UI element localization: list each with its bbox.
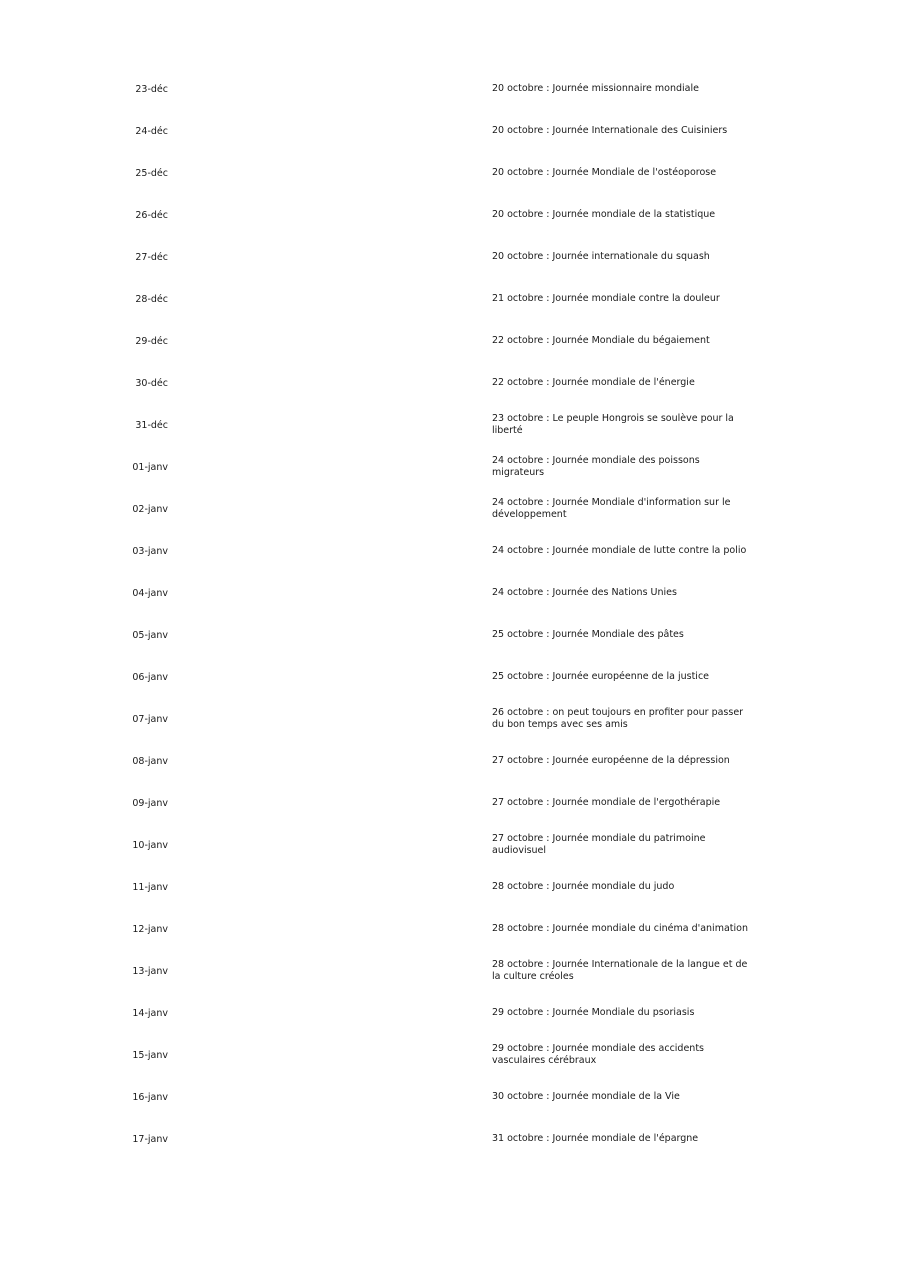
table-row [0, 278, 905, 320]
table-row [0, 866, 905, 908]
date-cell: 06-janv [132, 671, 168, 683]
event-cell: 22 octobre : Journée Mondiale du bégaiement [492, 335, 710, 346]
event-cell: 28 octobre : Journée mondiale du judo [492, 881, 675, 892]
event-cell: 22 octobre : Journée mondiale de l'énergie [492, 377, 695, 388]
date-cell: 10-janv [132, 839, 168, 851]
event-cell: 24 octobre : Journée mondiale des poissons migrateurs [492, 455, 700, 478]
date-cell: 31-déc [135, 419, 168, 431]
table-row [0, 572, 905, 614]
date-cell: 28-déc [135, 293, 168, 305]
table-row [0, 68, 905, 110]
table-row [0, 320, 905, 362]
event-cell: 29 octobre : Journée Mondiale du psoriasis [492, 1007, 695, 1018]
event-cell: 20 octobre : Journée Internationale des Cuisiniers [492, 125, 728, 136]
event-cell: 24 octobre : Journée des Nations Unies [492, 587, 677, 598]
event-cell: 20 octobre : Journée mondiale de la statistique [492, 209, 716, 220]
date-cell: 16-janv [132, 1091, 168, 1103]
date-cell: 14-janv [132, 1007, 168, 1019]
event-cell: 28 octobre : Journée mondiale du cinéma d'animation [492, 923, 748, 934]
date-cell: 24-déc [135, 125, 168, 137]
event-cell: 26 octobre : on peut toujours en profiter pour passer du bon temps avec ses amis [492, 707, 744, 730]
date-cell: 15-janv [132, 1049, 168, 1061]
table-row [0, 614, 905, 656]
event-cell: 25 octobre : Journée Mondiale des pâtes [492, 629, 684, 640]
table-row [0, 152, 905, 194]
table-row [0, 488, 905, 530]
date-cell: 27-déc [135, 251, 168, 263]
date-cell: 05-janv [132, 629, 168, 641]
table-row [0, 530, 905, 572]
date-cell: 29-déc [135, 335, 168, 347]
event-cell: 27 octobre : Journée mondiale de l'ergothérapie [492, 797, 721, 808]
table-row [0, 1076, 905, 1118]
date-cell: 30-déc [135, 377, 168, 389]
table-row [0, 1118, 905, 1160]
table-row [0, 992, 905, 1034]
table-row [0, 446, 905, 488]
table-row [0, 404, 905, 446]
date-cell: 01-janv [132, 461, 168, 473]
date-cell: 04-janv [132, 587, 168, 599]
date-cell: 11-janv [132, 881, 168, 893]
table-row [0, 656, 905, 698]
table-row [0, 194, 905, 236]
event-cell: 31 octobre : Journée mondiale de l'épargne [492, 1133, 699, 1144]
event-cell: 20 octobre : Journée Mondiale de l'ostéoporose [492, 167, 717, 178]
event-cell: 24 octobre : Journée mondiale de lutte contre la polio [492, 545, 747, 556]
table-row [0, 908, 905, 950]
table-row [0, 698, 905, 740]
date-cell: 09-janv [132, 797, 168, 809]
date-cell: 07-janv [132, 713, 168, 725]
event-cell: 20 octobre : Journée internationale du squash [492, 251, 710, 262]
event-cell: 29 octobre : Journée mondiale des accidents vasculaires cérébraux [492, 1043, 705, 1066]
document-page [0, 68, 905, 1160]
table-row [0, 824, 905, 866]
table-row [0, 740, 905, 782]
event-cell: 20 octobre : Journée missionnaire mondiale [492, 83, 699, 94]
date-cell: 17-janv [132, 1133, 168, 1145]
date-cell: 02-janv [132, 503, 168, 515]
date-cell: 13-janv [132, 965, 168, 977]
event-cell: 30 octobre : Journée mondiale de la Vie [492, 1091, 680, 1102]
date-cell: 23-déc [135, 83, 168, 95]
date-cell: 03-janv [132, 545, 168, 557]
event-cell: 23 octobre : Le peuple Hongrois se soulève pour la liberté [492, 413, 734, 436]
date-cell: 25-déc [135, 167, 168, 179]
date-cell: 12-janv [132, 923, 168, 935]
table-row [0, 236, 905, 278]
event-cell: 28 octobre : Journée Internationale de la langue et de la culture créoles [492, 959, 748, 982]
date-cell: 08-janv [132, 755, 168, 767]
table-row [0, 950, 905, 992]
event-cell: 24 octobre : Journée Mondiale d'information sur le développement [492, 497, 731, 520]
table-row [0, 782, 905, 824]
date-cell: 26-déc [135, 209, 168, 221]
event-cell: 21 octobre : Journée mondiale contre la douleur [492, 293, 720, 304]
table-row [0, 1034, 905, 1076]
event-cell: 27 octobre : Journée européenne de la dépression [492, 755, 730, 766]
table-row [0, 110, 905, 152]
table-row [0, 362, 905, 404]
event-cell: 25 octobre : Journée européenne de la justice [492, 671, 710, 682]
event-cell: 27 octobre : Journée mondiale du patrimoine audiovisuel [492, 833, 706, 856]
